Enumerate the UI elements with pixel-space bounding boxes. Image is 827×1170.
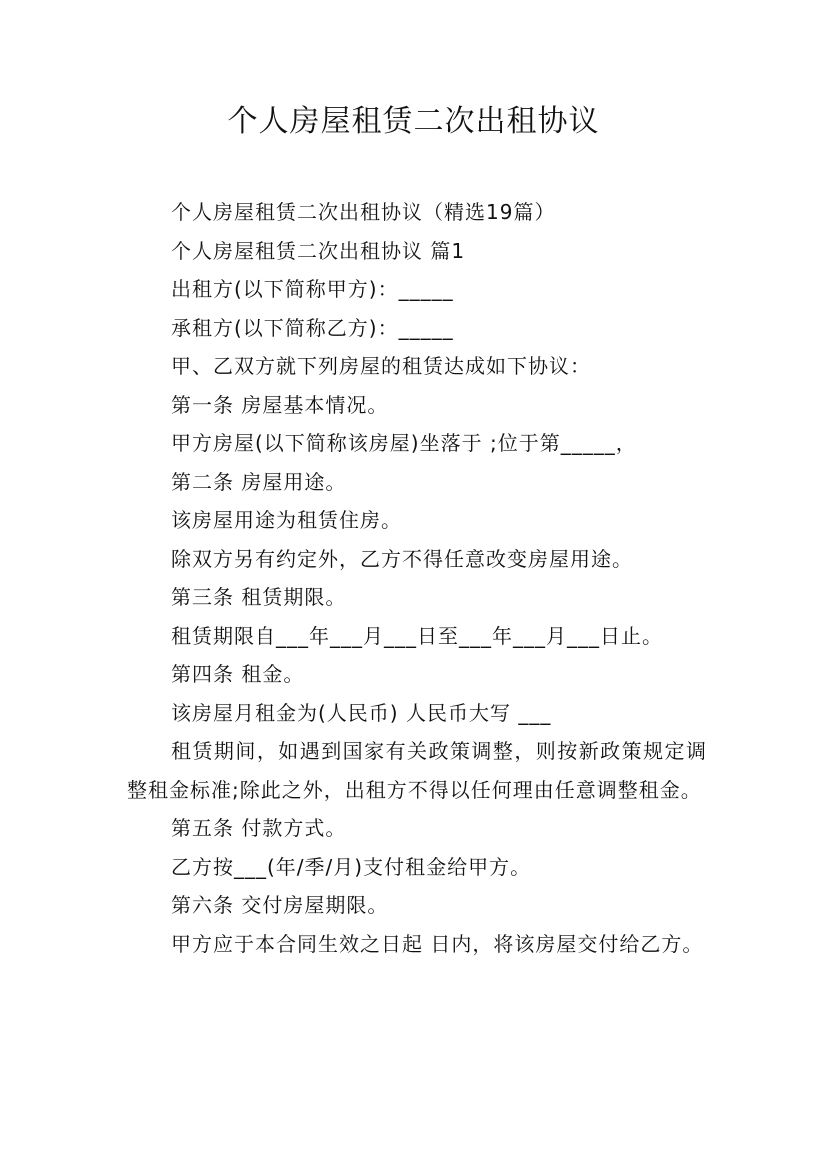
paragraph-section-heading: 个人房屋租赁二次出租协议 篇1 bbox=[171, 238, 466, 263]
paragraph-subtitle: 个人房屋租赁二次出租协议（精选19篇） bbox=[171, 200, 556, 224]
document-title: 个人房屋租赁二次出租协议 bbox=[227, 104, 600, 139]
paragraph-rent: 该房屋月租金为(人民币) 人民币大写 ___ bbox=[171, 700, 552, 725]
paragraph-payment: 乙方按___(年/季/月)支付租金给甲方。 bbox=[171, 854, 532, 879]
paragraph-article-4: 第四条 租金。 bbox=[171, 662, 305, 686]
paragraph-article-5: 第五条 付款方式。 bbox=[171, 816, 347, 840]
paragraph-usage-restriction: 除双方另有约定外，乙方不得任意改变房屋用途。 bbox=[171, 546, 633, 571]
paragraph-lessee: 承租方(以下简称乙方)：_____ bbox=[171, 315, 454, 340]
paragraph-article-6: 第六条 交付房屋期限。 bbox=[171, 893, 389, 917]
paragraph-location: 甲方房屋(以下简称该房屋)坐落于 ;位于第_____， bbox=[171, 431, 637, 455]
paragraph-rent-adjustment: 租赁期间，如遇到国家有关政策调整，则按新政策规定调整租金标准;除此之外，出租方不得以任何理由任意调整租金。 bbox=[127, 739, 707, 802]
paragraph-article-2: 第二条 房屋用途。 bbox=[171, 469, 347, 494]
paragraph-usage: 该房屋用途为租赁住房。 bbox=[171, 508, 402, 532]
document-body bbox=[127, 193, 707, 963]
paragraph-lessor: 出租方(以下简称甲方)：_____ bbox=[171, 277, 454, 301]
paragraph-article-3: 第三条 租赁期限。 bbox=[171, 585, 347, 609]
paragraph-term: 租赁期限自___年___月___日至___年___月___日止。 bbox=[171, 623, 663, 648]
paragraph-delivery: 甲方应于本合同生效之日起 日内，将该房屋交付给乙方。 bbox=[171, 931, 704, 956]
paragraph-article-1: 第一条 房屋基本情况。 bbox=[171, 392, 389, 417]
paragraph-intro: 甲、乙双方就下列房屋的租赁达成如下协议： bbox=[171, 354, 591, 378]
